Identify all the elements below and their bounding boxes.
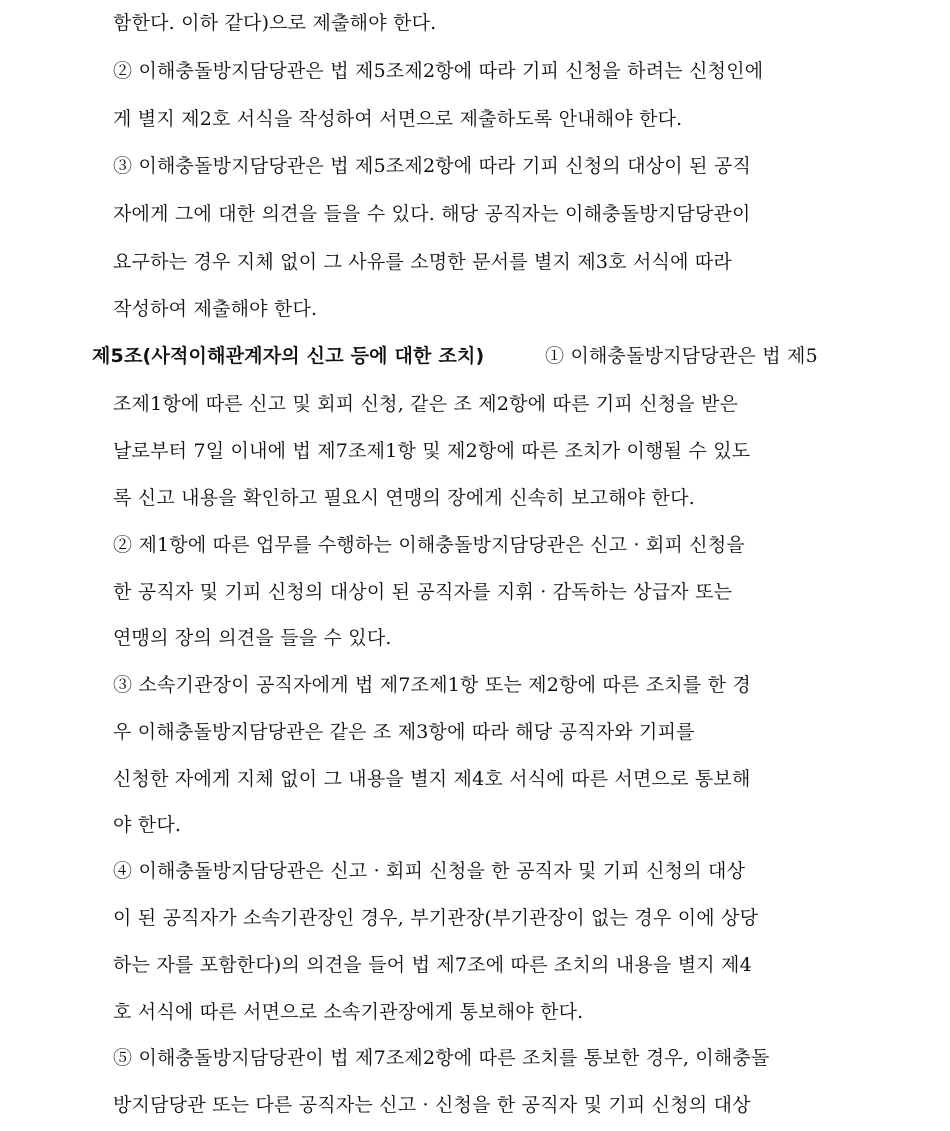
line-text: 신청한 자에게 지체 없이 그 내용을 별지 제4호 서식에 따른 서면으로 통보해 xyxy=(113,768,751,790)
text-line xyxy=(0,239,950,285)
line-text: 방지담당관 또는 다른 공직자는 신고 · 신청을 한 공직자 및 기피 신청의 대상 xyxy=(113,1094,751,1116)
text-line xyxy=(0,709,950,755)
article-heading-line xyxy=(0,333,950,379)
line-text: ② 제1항에 따른 업무를 수행하는 이해충돌방지담당관은 신고 · 회피 신청을 xyxy=(113,534,745,556)
line-text: 연맹의 장의 의견을 들을 수 있다. xyxy=(113,627,392,649)
line-text: 한 공직자 및 기피 신청의 대상이 된 공직자를 지휘 · 감독하는 상급자 또는 xyxy=(113,581,733,603)
line-text: 야 한다. xyxy=(113,814,182,836)
text-line xyxy=(0,895,950,941)
text-line xyxy=(0,848,950,894)
text-line xyxy=(0,662,950,708)
text-line xyxy=(0,522,950,568)
line-text: 우 이해충돌방지담당관은 같은 조 제3항에 따라 해당 공직자와 기피를 xyxy=(113,721,695,743)
text-line xyxy=(0,286,950,332)
line-text: ④ 이해충돌방지담당관은 신고 · 회피 신청을 한 공직자 및 기피 신청의 대상 xyxy=(113,860,746,882)
text-line xyxy=(0,428,950,474)
text-line xyxy=(0,615,950,661)
text-line xyxy=(0,1082,950,1128)
line-text: 자에게 그에 대한 의견을 들을 수 있다. 해당 공직자는 이해충돌방지담당관이 xyxy=(113,203,751,225)
line-text: 작성하여 제출해야 한다. xyxy=(113,298,318,320)
text-line xyxy=(0,191,950,237)
line-text: 호 서식에 따른 서면으로 소속기관장에게 통보해야 한다. xyxy=(113,1001,584,1023)
line-text: 하는 자를 포함한다)의 의견을 들어 법 제7조에 따른 조치의 내용을 별지 제4 xyxy=(113,954,752,976)
line-text: ③ 이해충돌방지담당관은 법 제5조제2항에 따라 기피 신청의 대상이 된 공직 xyxy=(113,155,752,177)
text-line xyxy=(0,143,950,189)
line-text: 게 별지 제2호 서식을 작성하여 서면으로 제출하도록 안내해야 한다. xyxy=(113,108,683,130)
text-line xyxy=(0,569,950,615)
text-line xyxy=(0,381,950,427)
line-text: ③ 소속기관장이 공직자에게 법 제7조제1항 또는 제2항에 따른 조치를 한 경 xyxy=(113,674,751,696)
line-text: ① 이해충돌방지담당관은 법 제5 xyxy=(545,345,818,367)
text-line xyxy=(0,475,950,521)
text-line xyxy=(0,48,950,94)
text-line xyxy=(0,1035,950,1081)
text-line xyxy=(0,756,950,802)
line-text: 이 된 공직자가 소속기관장인 경우, 부기관장(부기관장이 없는 경우 이에 상당 xyxy=(113,907,759,929)
text-line xyxy=(0,0,950,46)
line-text: ⑤ 이해충돌방지담당관이 법 제7조제2항에 따른 조치를 통보한 경우, 이해충돌 xyxy=(113,1047,770,1069)
text-line xyxy=(0,96,950,142)
text-line xyxy=(0,802,950,848)
article-heading: 제5조(사적이해관계자의 신고 등에 대한 조치) xyxy=(92,345,485,367)
line-text: 날로부터 7일 이내에 법 제7조제1항 및 제2항에 따른 조치가 이행될 수 있도 xyxy=(113,440,751,462)
line-text: 함한다. 이하 같다)으로 제출해야 한다. xyxy=(113,12,437,34)
line-text: ② 이해충돌방지담당관은 법 제5조제2항에 따라 기피 신청을 하려는 신청인에 xyxy=(113,60,764,82)
text-line xyxy=(0,989,950,1035)
line-text: 요구하는 경우 지체 없이 그 사유를 소명한 문서를 별지 제3호 서식에 따라 xyxy=(113,251,732,273)
text-line xyxy=(0,942,950,988)
line-text: 조제1항에 따른 신고 및 회피 신청, 같은 조 제2항에 따른 기피 신청을 받은 xyxy=(113,393,739,415)
line-text: 록 신고 내용을 확인하고 필요시 연맹의 장에게 신속히 보고해야 한다. xyxy=(113,487,695,509)
